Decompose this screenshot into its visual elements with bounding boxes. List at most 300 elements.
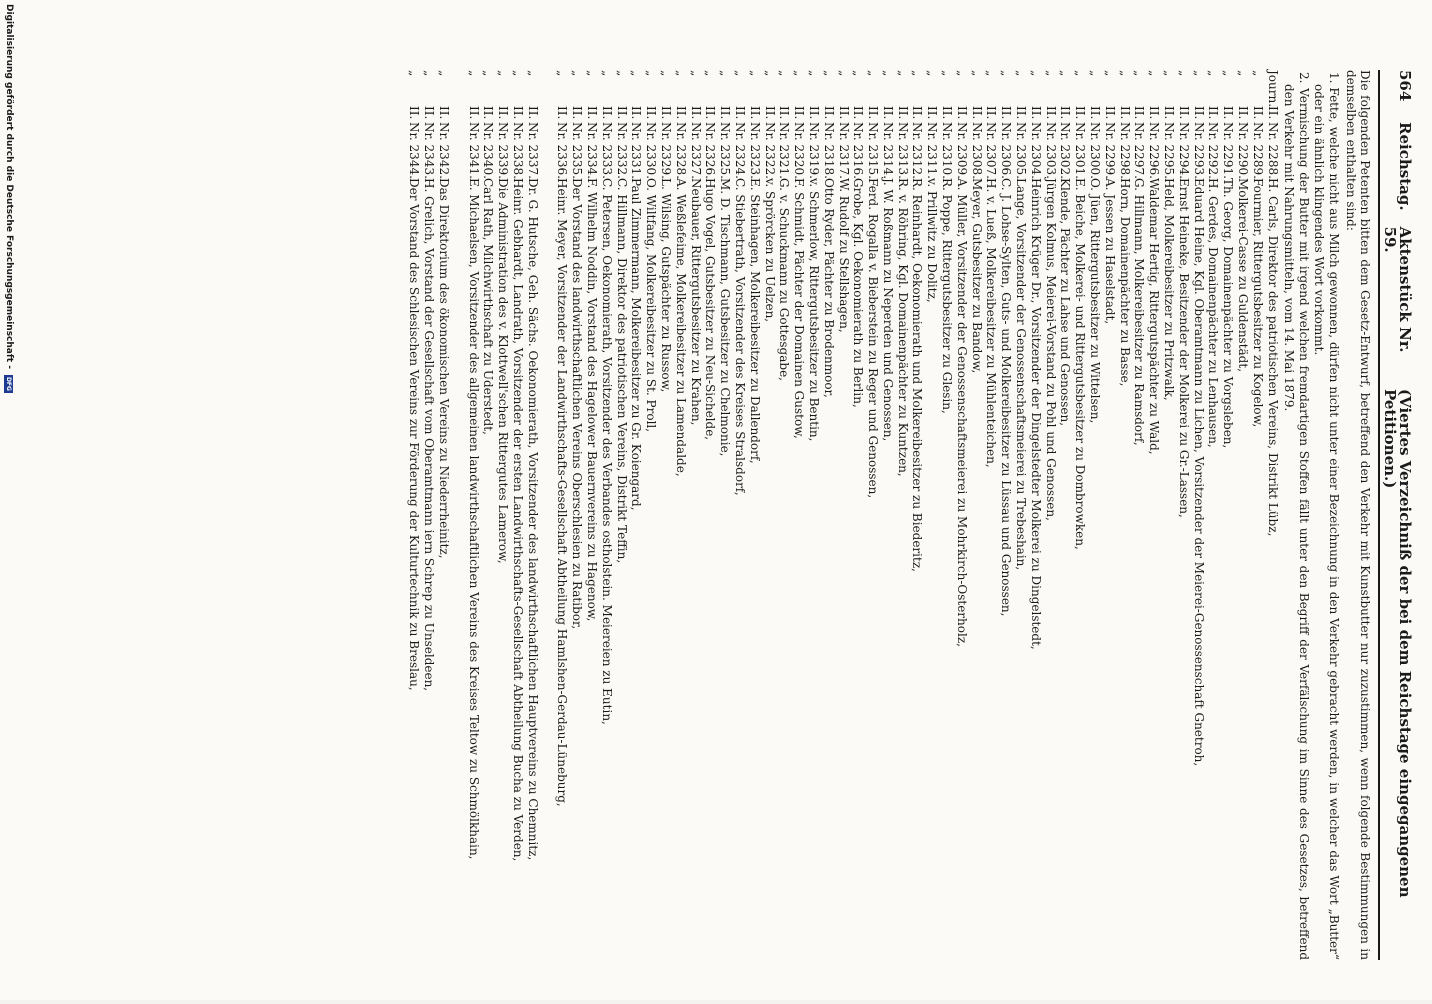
petition-number: Nr. 2344. xyxy=(407,122,422,179)
petition-number: Nr. 2295. xyxy=(1162,122,1177,179)
petition-row xyxy=(599,70,614,960)
petition-number: Nr. 2336. xyxy=(555,122,570,179)
petition-number: Nr. 2304. xyxy=(1028,122,1043,179)
petition-text: Ernst Heineke, Besitzender der Molkerei zu Gr.-Lassen, xyxy=(1176,178,1191,518)
journal-mark: „ xyxy=(910,70,925,77)
petition-row xyxy=(481,70,496,960)
petition-number: Nr. 2316. xyxy=(851,122,866,179)
petition-number: Nr. 2314. xyxy=(880,122,895,179)
register-roman: II. xyxy=(836,106,851,120)
register-roman: II. xyxy=(999,106,1014,120)
journal-mark: „ xyxy=(718,70,733,77)
register-roman: II. xyxy=(510,106,525,120)
petition-row xyxy=(851,70,866,960)
register-roman: II. xyxy=(1265,106,1280,120)
petition-row xyxy=(407,70,422,960)
petition-number: Nr. 2329. xyxy=(658,122,673,179)
petition-text: Heinr. Meyer, Vorsitzender der Landwirthschafts-Gesellschaft Abtheilung Hamlshen-Gerdau-Lüneburg, xyxy=(555,178,570,807)
petition-row xyxy=(614,70,629,960)
petition-row xyxy=(1028,70,1043,960)
petition-row xyxy=(762,70,777,960)
petition-row xyxy=(732,70,747,960)
petition-text: Heinr. Gebhardt, Landrath, Vorsitzender der ersten Landwirthschafts-Gesellschaft Abtheilung Bucha zu Verden, xyxy=(510,178,525,862)
journal-mark: „ xyxy=(644,70,659,77)
page-content xyxy=(152,70,1412,960)
register-roman: II. xyxy=(910,106,925,120)
petition-text: O. Jüen, Rittergutsbesitzer zu Wittelsen, xyxy=(1088,178,1103,424)
petition-text: Klende, Pächter zu Lahse und Genossen, xyxy=(1058,178,1073,427)
petition-row xyxy=(880,70,895,960)
journal-mark: „ xyxy=(437,70,451,77)
petition-row xyxy=(1146,70,1161,960)
document-subtitle: (Viertes Verzeichniß der bei dem Reichstage eingegangenen Petitionen.) xyxy=(1381,389,1414,898)
petition-text: Heinrich Krüger Dr., Vorsitzender der Dingelstedter Molkerei zu Dingelstedt, xyxy=(1028,178,1043,650)
petition-number: Nr. 2303. xyxy=(1043,122,1058,179)
register-roman: II. xyxy=(954,106,969,120)
petition-text: Grobe, Kgl. Oekonomierath zu Berlin, xyxy=(851,178,866,408)
petition-text: Der Vorstand des landwirthschaftlichen Vereins Oberschlesien zu Ratibor, xyxy=(570,178,585,630)
register-roman: II. xyxy=(1102,106,1117,120)
petition-number: Nr. 2343. xyxy=(422,122,437,179)
register-roman: II. xyxy=(658,106,673,120)
journal-mark: „ xyxy=(895,70,910,77)
petition-number: Nr. 2291. xyxy=(1221,122,1236,179)
journal-mark: „ xyxy=(1221,70,1236,77)
petition-row xyxy=(569,70,584,960)
petition-number: Nr. 2328. xyxy=(673,122,688,179)
petition-number: Nr. 2297. xyxy=(1132,122,1147,179)
journal-mark: „ xyxy=(940,70,955,77)
petition-row xyxy=(1132,70,1147,960)
journal-mark: „ xyxy=(1088,70,1103,77)
petition-number: Nr. 2306. xyxy=(999,122,1014,179)
petition-text: Horn, Domainenpächter zu Basse, xyxy=(1117,178,1132,387)
petition-number: Nr. 2313. xyxy=(895,122,910,179)
petition-row xyxy=(806,70,821,960)
register-roman: II. xyxy=(1147,106,1162,120)
petition-number: Nr. 2308. xyxy=(969,122,984,179)
register-roman: II. xyxy=(732,106,747,120)
petition-number: Nr. 2307. xyxy=(984,122,999,179)
journal-mark: „ xyxy=(703,70,718,77)
register-roman: II. xyxy=(1250,106,1265,120)
journal-mark: „ xyxy=(1073,70,1088,77)
petition-row xyxy=(1235,70,1250,960)
petition-text: Eduard Heine, Kgl. Oberamtmann zu Lichen, Vorsitzender der Meierei-Genossenschaft Gnetroh, xyxy=(1191,178,1206,767)
petition-text: M. D. Tischmann, Gutsbesitzer zu Chelmonie, xyxy=(718,178,733,457)
register-roman: II. xyxy=(925,106,940,120)
petition-number: Nr. 2305. xyxy=(1014,122,1029,179)
petition-row xyxy=(421,70,436,960)
journal-mark: „ xyxy=(629,70,644,77)
petition-text: R. v. Röhring, Kgl. Domainenpächter zu Kuntzen, xyxy=(895,178,910,477)
petition-text: v. Sprörcken zu Uelzen, xyxy=(762,178,777,323)
petition-number: Nr. 2298. xyxy=(1117,122,1132,179)
petition-row xyxy=(939,70,954,960)
register-roman: II. xyxy=(1117,106,1132,120)
register-roman: II. xyxy=(1236,106,1251,120)
register-roman: II. xyxy=(1073,106,1088,120)
register-roman: II. xyxy=(940,106,955,120)
petition-text: Jürgen Kolmus, Meierei-Vorstand zu Pohl und Genossen, xyxy=(1043,178,1058,521)
petition-row xyxy=(717,70,732,960)
journal-mark: „ xyxy=(599,70,614,77)
petition-number: Nr. 2299. xyxy=(1102,122,1117,179)
journal-mark: „ xyxy=(732,70,747,77)
petition-row xyxy=(836,70,851,960)
petition-text: Dr. G. Hutsche, Geh. Sächs. Oekonomierath, Vorsitzender des landwirthschaftlichen Hauptvereins zu Chemnitz, xyxy=(525,178,540,861)
journal-mark: „ xyxy=(999,70,1014,77)
petition-text: H. Carls, Direktor des patriotischen Vereins, Distrikt Lübz, xyxy=(1265,178,1280,537)
journal-mark: „ xyxy=(762,70,777,77)
petition-number: Nr. 2294. xyxy=(1176,122,1191,179)
register-roman: II. xyxy=(437,106,451,120)
register-roman: II. xyxy=(851,106,866,120)
register-roman: II. xyxy=(1176,106,1191,120)
register-roman: II. xyxy=(895,106,910,120)
petition-text: E. Steinhagen, Molkereibesitzer zu Dallendorf, xyxy=(747,178,762,464)
journal-mark: Journ. xyxy=(1265,70,1280,108)
petition-row xyxy=(703,70,718,960)
petition-text: C. Stiebertrath, Vorsitzender des Kreises Stralsdorf, xyxy=(732,178,747,496)
register-roman: II. xyxy=(806,106,821,120)
journal-mark: „ xyxy=(1176,70,1191,77)
journal-mark: „ xyxy=(673,70,688,77)
petition-text: Held, Molkereibesitzer zu Pritzwalk, xyxy=(1162,178,1177,401)
petition-text: F. Schmidt, Pächter der Domainen Gustow, xyxy=(792,178,807,439)
journal-mark: „ xyxy=(880,70,895,77)
journal-mark: „ xyxy=(555,70,570,77)
petition-number: Nr. 2315. xyxy=(866,122,881,179)
petition-text: Otto Ryder, Pächter zu Brodenmoor, xyxy=(821,178,836,398)
petition-number: Nr. 2340. xyxy=(481,122,496,179)
petition-text: C. Petersen, Oekonomierath, Vorsitzender des Verbandes ostholstein. Meiereien zu Eutin, xyxy=(599,178,614,725)
petition-number: Nr. 2326. xyxy=(703,122,718,179)
petition-row xyxy=(1176,70,1191,960)
petition-number: Nr. 2325. xyxy=(718,122,733,179)
footer-text: Digitalisierung gefördert durch die Deutsche Forschungsgemeinschaft - xyxy=(4,4,14,369)
petition-number: Nr. 2331. xyxy=(629,122,644,179)
petition-row xyxy=(1072,70,1087,960)
petition-text: Das Direktorium des ökonomischen Vereins zu Niederrheinitz, xyxy=(437,178,451,559)
journal-mark: „ xyxy=(984,70,999,77)
register-roman: II. xyxy=(1043,106,1058,120)
petition-text: Paul Zimmermann, Molkereibesitzer zu Gr. Koiengard, xyxy=(629,178,644,511)
journal-mark: „ xyxy=(954,70,969,77)
register-roman: II. xyxy=(969,106,984,120)
petition-number: Nr. 2339. xyxy=(496,122,511,179)
petition-row xyxy=(1220,70,1235,960)
register-roman: II. xyxy=(629,106,644,120)
journal-mark: „ xyxy=(1206,70,1221,77)
petition-number: Nr. 2292. xyxy=(1206,122,1221,179)
register-roman: II. xyxy=(599,106,614,120)
journal-mark: „ xyxy=(777,70,792,77)
petition-number: Nr. 2317. xyxy=(836,122,851,179)
petition-number: Nr. 2338. xyxy=(510,122,525,179)
register-roman: II. xyxy=(481,106,496,120)
journal-mark: „ xyxy=(525,70,540,77)
petition-text: G. Hillmann, Molkereibesitzer zu Ramsdorf, xyxy=(1132,178,1147,446)
petition-text: H. Grelich, Vorstand der Gesellschaft vom Oberamtmann iern Schrep zu Unseldeen, xyxy=(422,178,437,692)
petition-text: L. Wilsing, Gutspächter zu Russow, xyxy=(658,178,673,393)
journal-mark: „ xyxy=(1043,70,1058,77)
journal-mark: „ xyxy=(851,70,866,77)
petition-number: Nr. 2319. xyxy=(806,122,821,179)
petition-row xyxy=(1013,70,1028,960)
petition-row xyxy=(954,70,969,960)
register-roman: II. xyxy=(570,106,585,120)
petition-row xyxy=(1043,70,1058,960)
journal-mark: „ xyxy=(481,70,496,77)
petition-number: Nr. 2310. xyxy=(940,122,955,179)
journal-mark: „ xyxy=(688,70,703,77)
petition-number: Nr. 2334. xyxy=(584,122,599,179)
journal-mark: „ xyxy=(1250,70,1265,77)
petition-row xyxy=(643,70,658,960)
register-roman: II. xyxy=(880,106,895,120)
petition-number: Nr. 2318. xyxy=(821,122,836,179)
page-number: 564 xyxy=(1396,70,1414,102)
petition-text: C. Hillmann, Direktor des patriotischen Vereins, Distrikt Teffin, xyxy=(614,178,629,564)
register-roman: II. xyxy=(614,106,629,120)
register-roman: II. xyxy=(821,106,836,120)
petition-number: Nr. 2337. xyxy=(525,122,540,179)
journal-mark: „ xyxy=(925,70,940,77)
journal-mark: „ xyxy=(969,70,984,77)
petition-number: Nr. 2312. xyxy=(910,122,925,179)
register-roman: II. xyxy=(984,106,999,120)
petition-number: Nr. 2332. xyxy=(614,122,629,179)
petition-number: Nr. 2342. xyxy=(437,122,451,179)
document-title: Aktenstück Nr. 59. xyxy=(1381,226,1414,353)
petition-number: Nr. 2300. xyxy=(1088,122,1103,179)
petition-row xyxy=(584,70,599,960)
register-roman: II. xyxy=(703,106,718,120)
petition-row xyxy=(658,70,673,960)
petition-row xyxy=(895,70,910,960)
journal-mark: „ xyxy=(1236,70,1251,77)
petition-text: Waldemar Hertig, Rittergutspächter zu Wald, xyxy=(1147,178,1162,455)
petition-row xyxy=(1191,70,1206,960)
register-roman: II. xyxy=(555,106,570,120)
petition-number: Nr. 2302. xyxy=(1058,122,1073,179)
petition-text: W. Rudolf zu Stellshagen, xyxy=(836,178,851,333)
journal-mark: „ xyxy=(658,70,673,77)
petition-text: v. Prillwitz zu Dolitz, xyxy=(925,178,940,303)
journal-mark: „ xyxy=(1102,70,1117,77)
register-roman: II. xyxy=(407,106,422,120)
journal-mark: „ xyxy=(614,70,629,77)
petition-number: Nr. 2296. xyxy=(1147,122,1162,179)
register-roman: II. xyxy=(747,106,762,120)
journal-mark: „ xyxy=(466,70,481,77)
petition-number: Nr. 2288. xyxy=(1265,122,1280,179)
petition-list xyxy=(407,70,1280,960)
petition-number: Nr. 2333. xyxy=(599,122,614,179)
register-roman: II. xyxy=(1191,106,1206,120)
register-roman: II. xyxy=(1014,106,1029,120)
petition-text: H. v. Lueß, Molkereibesitzer zu Mühlenteichen, xyxy=(984,178,999,468)
journal-mark: „ xyxy=(1028,70,1043,77)
page-header xyxy=(1378,70,1412,960)
journal-mark: „ xyxy=(584,70,599,77)
condition-1: 1. Fette, welche nicht aus Milch gewonnen, dürfen nicht unter einer Bezeichnung in den Verkehr gebracht werden, in welcher das Wort „Butter“ oder ein ähnlich klingendes Wort vorkommt. xyxy=(1312,72,1341,960)
register-roman: II. xyxy=(777,106,792,120)
petition-row xyxy=(984,70,999,960)
petition-number: Nr. 2320. xyxy=(792,122,807,179)
journal-mark: „ xyxy=(1132,70,1147,77)
digitization-footer xyxy=(4,0,14,1004)
petition-row xyxy=(1087,70,1102,960)
petition-row xyxy=(821,70,836,960)
register-roman: II. xyxy=(673,106,688,120)
journal-mark: „ xyxy=(570,70,585,77)
petition-row xyxy=(629,70,644,960)
petition-text: E. Michaelsen, Vorsitzender des allgemeinen landwirthschaftlichen Vereins des Kreises Teltow zu Schmölkhain, xyxy=(466,178,481,860)
petition-text: Carl Rath, Milchwirthschaft zu Uderstedt, xyxy=(481,178,496,435)
register-roman: II. xyxy=(718,106,733,120)
petition-text: Der Vorstand des Schlesischen Vereins zur Förderung der Kulturtechnik zu Breslau, xyxy=(407,178,422,691)
petition-row xyxy=(525,70,540,960)
petition-text: R. Reinhardt, Oekonomierath und Molkereibesitzer zu Biederitz, xyxy=(910,178,925,572)
dfg-logo-icon: DFG xyxy=(5,376,13,391)
petition-text: E. Beiche, Molkerei- und Rittergutsbesitzer zu Dombrowken, xyxy=(1073,178,1088,550)
petition-text: Fourmier, Rittergutsbesitzer zu Kogelow, xyxy=(1250,178,1265,428)
journal-mark: „ xyxy=(792,70,807,77)
petition-row xyxy=(969,70,984,960)
journal-mark: „ xyxy=(866,70,881,77)
journal-mark: „ xyxy=(1058,70,1073,77)
journal-mark: „ xyxy=(1117,70,1132,77)
petition-number: Nr. 2327. xyxy=(688,122,703,179)
petition-text: C. J. Lohse-Sylten, Guts- und Molkereibesitzer zu Lüssau und Genossen, xyxy=(999,178,1014,617)
petition-row xyxy=(1117,70,1132,960)
petition-row xyxy=(688,70,703,960)
petition-number: Nr. 2322. xyxy=(762,122,777,179)
petition-text: J. W. Roßmann zu Neperden und Genossen, xyxy=(880,178,895,442)
petition-text: R. Poppe, Rittergutsbesitzer zu Glesin, xyxy=(940,178,955,414)
petition-text: Ferd. Rogalla v. Bieberstein zu Reger und Genossen, xyxy=(866,178,881,499)
petition-row xyxy=(1265,70,1280,960)
register-roman: II. xyxy=(1058,106,1073,120)
petition-number: Nr. 2311. xyxy=(925,122,940,179)
petition-number: Nr. 2324. xyxy=(732,122,747,179)
petition-row xyxy=(910,70,925,960)
petition-text: O. Wiltfang, Molkereibesitzer zu St. Proll, xyxy=(644,178,659,433)
journal-mark: „ xyxy=(496,70,511,77)
petition-row xyxy=(1206,70,1221,960)
petition-text: Molkerei-Casse zu Guldenstädt, xyxy=(1236,178,1251,373)
row-spacer xyxy=(540,70,555,960)
petition-text: F. Wilhelm Noddin, Vorstand des Hagelower Bauernvereins zu Hagenow, xyxy=(584,178,599,622)
journal-mark: „ xyxy=(407,70,422,77)
petition-text: Lange, Vorsitzender der Genossenschaftsmeierei zu Trebeshain, xyxy=(1014,178,1029,571)
petition-row xyxy=(1161,70,1176,960)
petition-row xyxy=(466,70,481,960)
petition-row xyxy=(998,70,1013,960)
intro-paragraph: Die folgenden Petenten bitten dem Gesetz-Entwurf, betreffend den Verkehr mit Kunstbutter nur zuzustimmen, wenn folgende Bestimmungen in demselben enthalten sind: xyxy=(1343,70,1373,960)
petition-text: Meyer, Gutsbesitzer zu Bandow, xyxy=(969,178,984,374)
petition-number: Nr. 2321. xyxy=(777,122,792,179)
journal-mark: „ xyxy=(510,70,525,77)
petition-text: Die Administration des v. Klottwell'schen Rittergutes Lamerow, xyxy=(496,178,511,564)
journal-mark: „ xyxy=(1162,70,1177,77)
register-roman: II. xyxy=(688,106,703,120)
journal-mark: „ xyxy=(836,70,851,77)
petition-number: Nr. 2335. xyxy=(570,122,585,179)
journal-mark: „ xyxy=(1014,70,1029,77)
register-roman: II. xyxy=(792,106,807,120)
petition-text: A. Weßlefeime, Molkereibesitzer zu Lamendalde, xyxy=(673,178,688,477)
petition-row xyxy=(777,70,792,960)
register-roman: II. xyxy=(1088,106,1103,120)
petition-number: Nr. 2341. xyxy=(466,122,481,179)
register-roman: II. xyxy=(866,106,881,120)
petition-row xyxy=(1250,70,1265,960)
petition-text: A. Müller, Vorsitzender der Genossenschaftsmeierei zu Mohrkirch-Osterholz, xyxy=(954,178,969,647)
petition-text: A. Jessen zu Haselstadt, xyxy=(1102,178,1117,325)
register-roman: II. xyxy=(466,106,481,120)
register-roman: II. xyxy=(1162,106,1177,120)
register-roman: II. xyxy=(644,106,659,120)
journal-mark: „ xyxy=(747,70,762,77)
journal-mark: „ xyxy=(422,70,437,77)
register-roman: II. xyxy=(1221,106,1236,120)
petition-number: Nr. 2323. xyxy=(747,122,762,179)
petition-number: Nr. 2290. xyxy=(1236,122,1251,179)
register-roman: II. xyxy=(1028,106,1043,120)
register-roman: II. xyxy=(422,106,437,120)
petition-row xyxy=(747,70,762,960)
petition-text: Th. Georg, Domainenpächter zu Vorgsleben, xyxy=(1221,178,1236,449)
register-roman: II. xyxy=(496,106,511,120)
petition-row xyxy=(510,70,525,960)
register-roman: II. xyxy=(762,106,777,120)
petition-text: Neubauer, Rittergutsbesitzer zu Krahen, xyxy=(688,178,703,426)
petition-number: Nr. 2330. xyxy=(644,122,659,179)
register-roman: II. xyxy=(1132,106,1147,120)
condition-2: 2. Vermischung der Butter mit irgend welchen fremdartigen Stoffen fällt unter den Begriff der Verfälschung im Sinne des Gesetzes, betreffend den Verkehr mit Nahrungsmitteln, vom 14. Mai 1879. xyxy=(1282,72,1312,960)
register-roman: II. xyxy=(584,106,599,120)
journal-mark: „ xyxy=(821,70,836,77)
register-roman: II. xyxy=(525,106,540,120)
petition-row xyxy=(1102,70,1117,960)
journal-mark: „ xyxy=(1147,70,1162,77)
petition-text: Hugo Vogel, Gutsbesitzer zu Neu-Sichelde, xyxy=(703,178,718,441)
petition-row xyxy=(555,70,570,960)
petition-text: H. Gerdes, Domainenpächter zu Lenhausen, xyxy=(1206,178,1221,448)
petition-number: Nr. 2289. xyxy=(1250,122,1265,179)
petition-row xyxy=(673,70,688,960)
petition-text: G. v. Schuckmann zu Gottesgabe, xyxy=(777,178,792,381)
petition-number: Nr. 2293. xyxy=(1191,122,1206,179)
petition-row xyxy=(865,70,880,960)
petition-row xyxy=(1058,70,1073,960)
section-name: Reichstag. xyxy=(1396,122,1414,211)
register-roman: II. xyxy=(1206,106,1221,120)
petition-row xyxy=(791,70,806,960)
petition-text: v. Schmerlow, Rittergutsbesitzer zu Bentin, xyxy=(806,178,821,442)
journal-mark: „ xyxy=(806,70,821,77)
petition-number: Nr. 2309. xyxy=(954,122,969,179)
row-spacer xyxy=(451,70,466,960)
petition-row xyxy=(925,70,940,960)
petition-row xyxy=(436,70,451,960)
journal-mark: „ xyxy=(1191,70,1206,77)
petition-number: Nr. 2301. xyxy=(1073,122,1088,179)
petition-row xyxy=(495,70,510,960)
